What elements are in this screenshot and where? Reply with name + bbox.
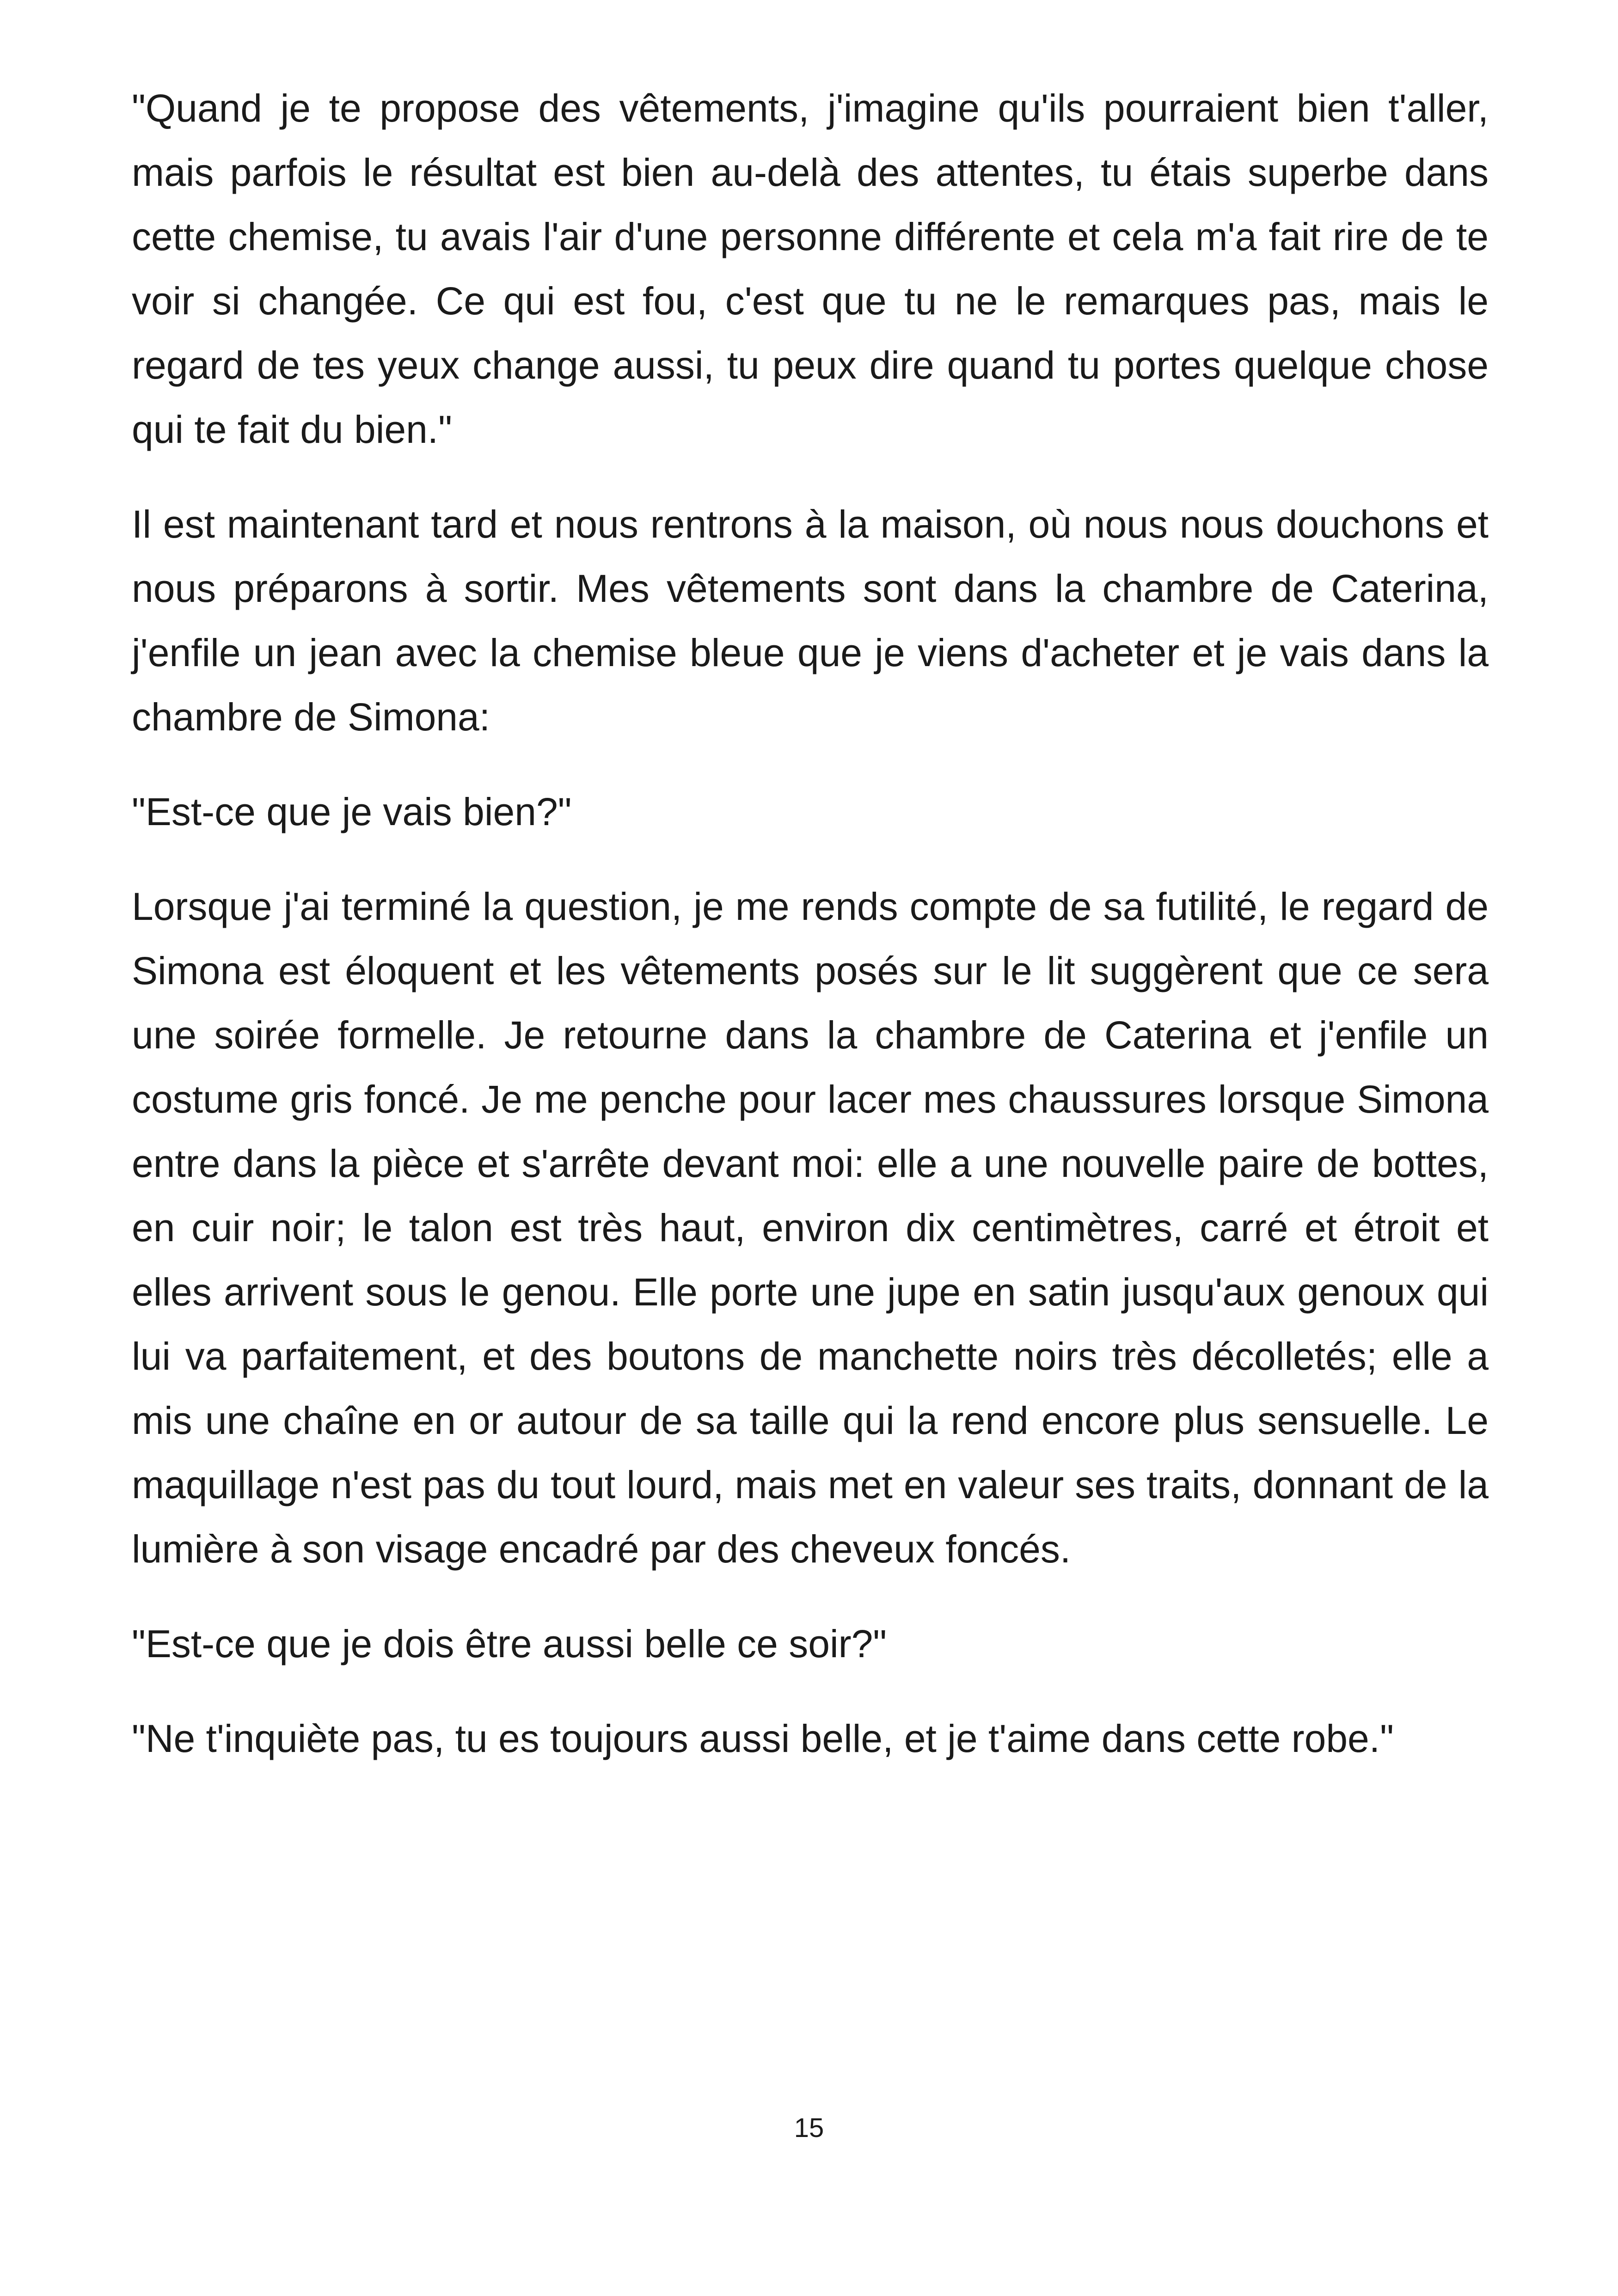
paragraph: "Ne t'inquiète pas, tu es toujours aussi belle, et je t'aime dans cette robe." bbox=[132, 1717, 1394, 1760]
page-number: 15 bbox=[794, 2113, 824, 2143]
paragraph: "Est-ce que je vais bien?" bbox=[132, 790, 572, 833]
body-text bbox=[132, 76, 1489, 1801]
paragraph: Il est maintenant tard et nous rentrons à la maison, où nous nous douchons et nous préparons à sortir. Mes vêtements sont dans la chambre de Caterina, j'enfile un jean avec la chemise bleue que je viens d'acheter et je vais dans la chambre de Simona: bbox=[132, 502, 1489, 739]
paragraph: "Est-ce que je dois être aussi belle ce soir?" bbox=[132, 1622, 887, 1665]
paragraph: Lorsque j'ai terminé la question, je me rends compte de sa futilité, le regard de Simona est éloquent et les vêtements posés sur le lit suggèrent que ce sera une soirée formelle. Je retourne dans la chambre de Caterina et j'enfile un costume gris foncé. Je me penche pour lacer mes chaussures lorsque Simona entre dans la pièce et s'arrête devant moi: elle a une nouvelle paire de bottes, en cuir noir; le talon est très haut, environ dix centimètres, carré et étroit et elles arrivent sous le genou. Elle porte une jupe en satin jusqu'aux genoux qui lui va parfaitement, et des boutons de manchette noirs très décolletés; elle a mis une chaîne en or autour de sa taille qui la rend encore plus sensuelle. Le maquillage n'est pas du tout lourd, mais met en valeur ses traits, donnant de la lumière à son visage encadré par des cheveux foncés. bbox=[132, 885, 1489, 1571]
paragraph: "Quand je te propose des vêtements, j'imagine qu'ils pourraient bien t'aller, mais parfois le résultat est bien au-delà des attentes, tu étais superbe dans cette chemise, tu avais l'air d'une personne différente et cela m'a fait rire de te voir si changée. Ce qui est fou, c'est que tu ne le remarques pas, mais le regard de tes yeux change aussi, tu peux dire quand tu portes quelque chose qui te fait du bien." bbox=[132, 86, 1489, 451]
